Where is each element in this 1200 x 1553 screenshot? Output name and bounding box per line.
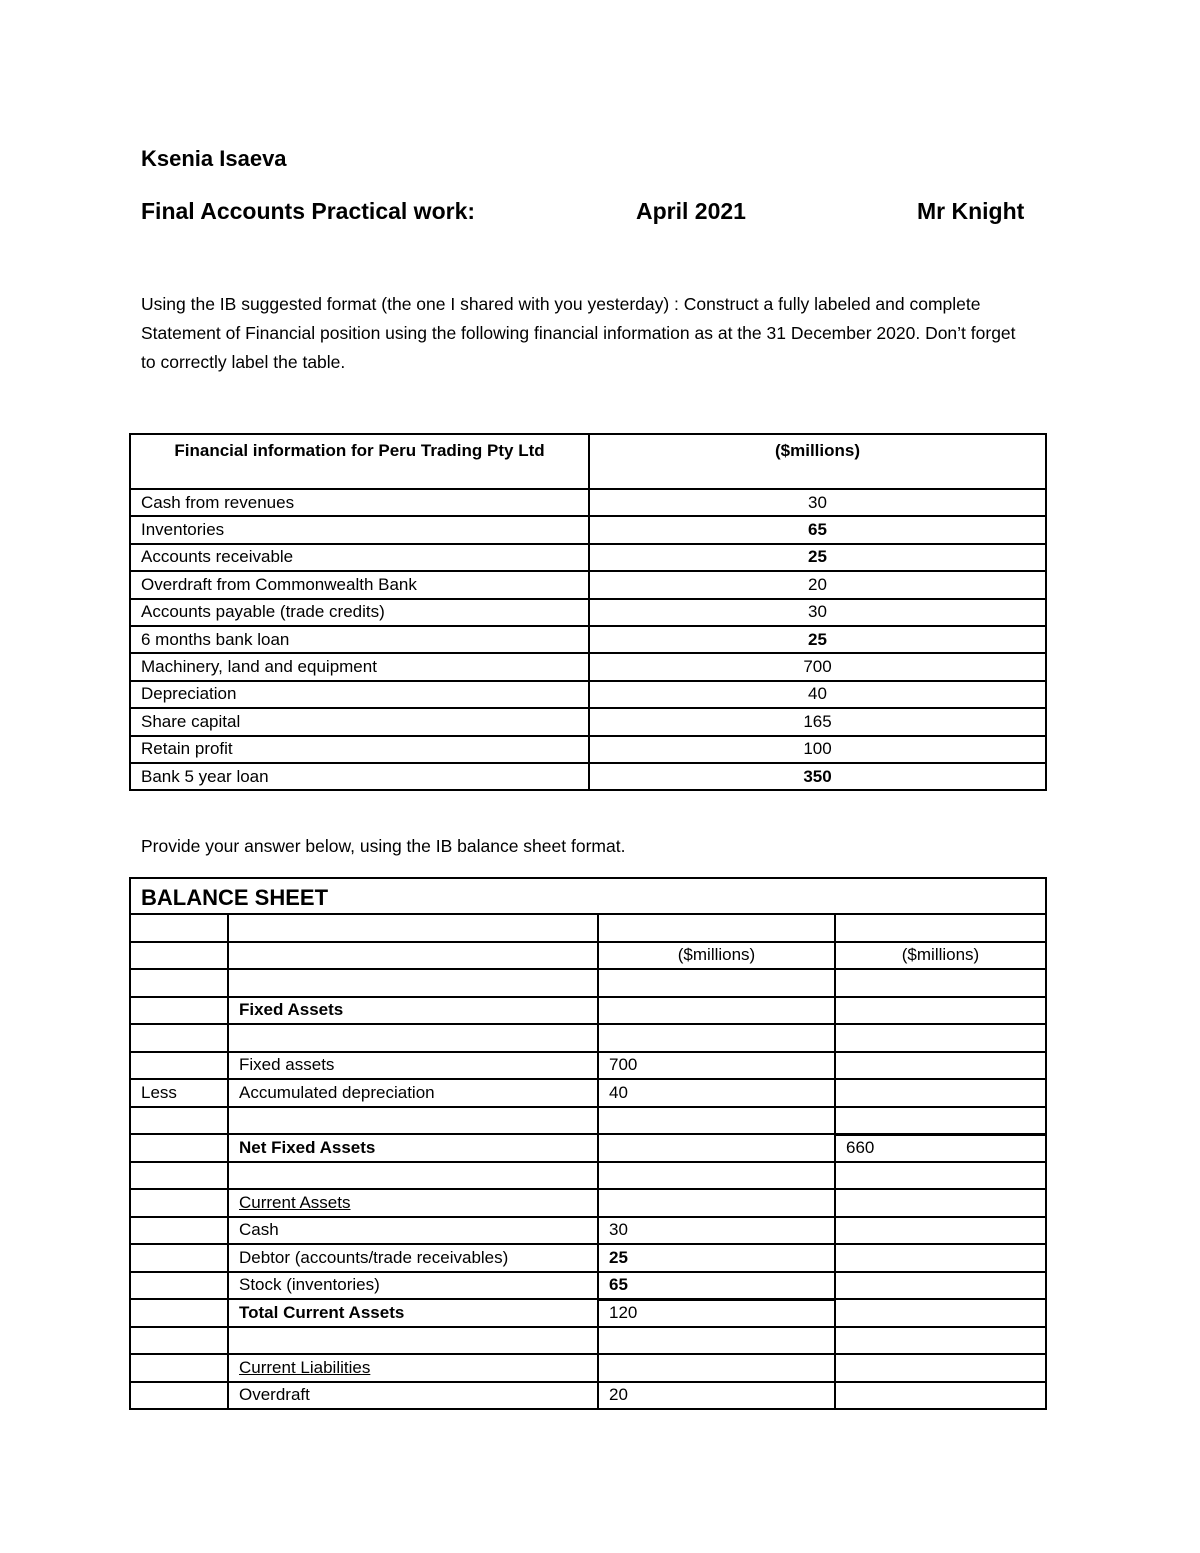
row-label: Bank 5 year loan (130, 763, 589, 790)
table-row (130, 489, 1046, 516)
stock-value: 65 (598, 1272, 835, 1300)
balance-sheet-title: BALANCE SHEET (130, 878, 1046, 914)
fixed-assets-value: 700 (598, 1052, 835, 1080)
table-row (130, 1244, 1046, 1272)
financial-info-table (129, 433, 1047, 791)
debtor-value: 25 (598, 1244, 835, 1272)
row-value: 20 (589, 571, 1046, 598)
total-current-assets-value: 120 (598, 1299, 835, 1327)
row-label: Overdraft from Commonwealth Bank (130, 571, 589, 598)
row-label: Cash from revenues (130, 489, 589, 516)
instructions-paragraph: Using the IB suggested format (the one I shared with you yesterday) : Construct a fully labeled and complete Statement of Financial position using the following financial information as at the 31 December 2020. Don’t forget to correctly label the table. (141, 294, 1016, 372)
current-assets-heading: Current Assets (228, 1189, 598, 1217)
row-value: 30 (589, 599, 1046, 626)
table-row (130, 914, 1046, 942)
document-date: April 2021 (636, 198, 746, 224)
cash-label: Cash (228, 1217, 598, 1245)
document-title: Final Accounts Practical work: (141, 198, 476, 224)
table-row (130, 1189, 1046, 1217)
row-value: 350 (589, 763, 1046, 790)
table-row (130, 736, 1046, 763)
stock-label: Stock (inventories) (228, 1272, 598, 1300)
table-row (130, 1162, 1046, 1190)
row-label: Machinery, land and equipment (130, 653, 589, 680)
row-label: Accounts payable (trade credits) (130, 599, 589, 626)
row-value: 25 (589, 544, 1046, 571)
row-value: 25 (589, 626, 1046, 653)
row-label: Retain profit (130, 736, 589, 763)
answer-prompt: Provide your answer below, using the IB balance sheet format. (141, 836, 626, 856)
table-row (130, 1217, 1046, 1245)
less-label: Less (130, 1079, 228, 1107)
table-row (130, 1107, 1046, 1135)
cash-value: 30 (598, 1217, 835, 1245)
student-name: Ksenia Isaeva (141, 146, 287, 171)
table-row (130, 516, 1046, 543)
row-value: 700 (589, 653, 1046, 680)
teacher-name: Mr Knight (917, 198, 1025, 224)
table-row (130, 1299, 1046, 1327)
row-value: 165 (589, 708, 1046, 735)
total-current-assets-label: Total Current Assets (228, 1299, 598, 1327)
table-row (130, 571, 1046, 598)
table-row (130, 1382, 1046, 1410)
accumulated-depreciation-label: Accumulated depreciation (228, 1079, 598, 1107)
table-row (130, 1272, 1046, 1300)
table-row (130, 1052, 1046, 1080)
row-value: 100 (589, 736, 1046, 763)
overdraft-label: Overdraft (228, 1382, 598, 1410)
balance-sheet-table (129, 877, 1047, 1410)
fixed-assets-label: Fixed assets (228, 1052, 598, 1080)
net-fixed-assets-value: 660 (835, 1134, 1046, 1162)
header-cell: ($millions) (589, 434, 1046, 489)
current-liabilities-heading: Current Liabilities (228, 1354, 598, 1382)
table-header-row (130, 434, 1046, 489)
accumulated-depreciation-value: 40 (598, 1079, 835, 1107)
table-row (130, 997, 1046, 1025)
table-row (130, 599, 1046, 626)
table-row (130, 1024, 1046, 1052)
row-label: Depreciation (130, 681, 589, 708)
table-row (130, 626, 1046, 653)
row-label: Inventories (130, 516, 589, 543)
column-header-millions: ($millions) (835, 942, 1046, 970)
debtor-label: Debtor (accounts/trade receivables) (228, 1244, 598, 1272)
row-value: 65 (589, 516, 1046, 543)
fixed-assets-heading: Fixed Assets (228, 997, 598, 1025)
table-row (130, 1134, 1046, 1162)
table-row (130, 969, 1046, 997)
table-row (130, 544, 1046, 571)
header-cell: Financial information for Peru Trading Pty Ltd (130, 434, 589, 489)
table-row (130, 1354, 1046, 1382)
table-row (130, 708, 1046, 735)
net-fixed-assets-label: Net Fixed Assets (228, 1134, 598, 1162)
table-row (130, 763, 1046, 790)
row-label: Share capital (130, 708, 589, 735)
row-label: 6 months bank loan (130, 626, 589, 653)
table-row (130, 653, 1046, 680)
table-row (130, 1327, 1046, 1355)
table-row (130, 681, 1046, 708)
row-value: 40 (589, 681, 1046, 708)
table-row (130, 1079, 1046, 1107)
table-row (130, 942, 1046, 970)
row-value: 30 (589, 489, 1046, 516)
column-header-millions: ($millions) (598, 942, 835, 970)
row-label: Accounts receivable (130, 544, 589, 571)
overdraft-value: 20 (598, 1382, 835, 1410)
